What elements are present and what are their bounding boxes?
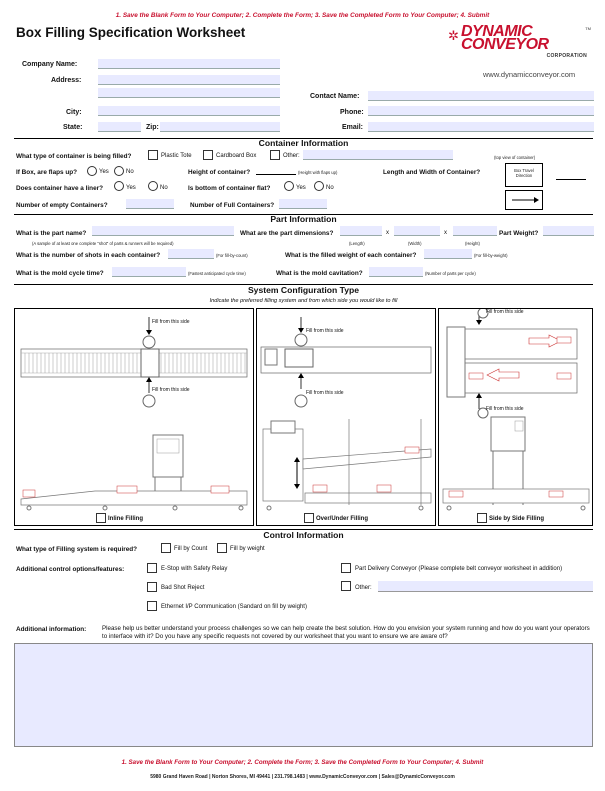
box-travel-label: Box Travel Direction xyxy=(514,168,534,178)
height-dim-note: (Height) xyxy=(465,241,480,246)
sbs-fill-side-top: Fill from this side xyxy=(486,309,524,315)
liner-yes-label: Yes xyxy=(126,185,136,191)
flat-yes-label: Yes xyxy=(296,185,306,191)
additional-info-textarea[interactable] xyxy=(14,643,593,747)
additional-info-text: Please help us better understand your process challenges so we can help create the best solution. How do you envision your system running and how do you want your operators to interface with it? Do you have any specific requests not covered by our worksheet that you want to ensure we are aware of? xyxy=(102,625,590,640)
city-field[interactable] xyxy=(98,106,280,116)
estop-checkbox[interactable] xyxy=(147,563,157,573)
company-logo xyxy=(448,23,593,60)
company-name-field[interactable] xyxy=(98,59,280,69)
filling-system-question: What type of Filling system is required? xyxy=(16,546,138,553)
inline-fill-side-bottom: Fill from this side xyxy=(152,387,190,393)
footer-address: 5980 Grand Haven Road | Norton Shores, MI 49441 | 231.798.1483 | www.DynamicConveyor.com | Sales@DynamicConveyor.com xyxy=(150,774,455,780)
empty-containers-field[interactable] xyxy=(126,199,174,209)
address-label: Address: xyxy=(51,77,82,84)
zip-field[interactable] xyxy=(160,122,280,132)
flaps-yes-label: Yes xyxy=(99,169,109,175)
container-type-question: What type of container is being filled? xyxy=(16,153,132,160)
inline-filling-panel xyxy=(14,308,254,526)
part-height-field[interactable] xyxy=(453,226,497,236)
bad-shot-label: Bad Shot Reject xyxy=(161,585,205,591)
email-field[interactable] xyxy=(368,122,594,132)
container-other-field[interactable] xyxy=(303,150,453,160)
filled-weight-question: What is the filled weight of each container? xyxy=(285,252,417,259)
cycle-time-note: (Fastest anticipated cycle time) xyxy=(188,271,246,276)
dims-x-2: x xyxy=(444,230,447,236)
logo-word-3: CORPORATION xyxy=(546,53,587,59)
travel-direction-diagram xyxy=(505,190,543,210)
side-by-side-filling-checkbox[interactable] xyxy=(477,513,487,523)
side-by-side-filling-panel xyxy=(438,308,593,526)
additional-info-label: Additional information: xyxy=(16,626,87,633)
control-other-label: Other: xyxy=(355,585,372,591)
star-logo-icon: ✲ xyxy=(448,28,459,43)
side-by-side-filling-label: Side by Side Filling xyxy=(489,516,545,522)
ethernet-checkbox[interactable] xyxy=(147,601,157,611)
bad-shot-checkbox[interactable] xyxy=(147,582,157,592)
width-note: (Width) xyxy=(408,241,422,246)
control-other-field[interactable] xyxy=(378,581,593,592)
liner-no-radio[interactable] xyxy=(148,181,158,191)
height-question: Height of container? xyxy=(188,169,251,176)
state-field[interactable] xyxy=(98,122,141,132)
height-field[interactable] xyxy=(256,166,296,175)
container-heading: Container Information xyxy=(258,138,349,148)
part-weight-question: Part Weight? xyxy=(499,230,539,237)
phone-field[interactable] xyxy=(368,106,594,116)
cavitation-question: What is the mold cavitation? xyxy=(276,270,363,277)
cycle-time-question: What is the mold cycle time? xyxy=(16,270,104,277)
top-view-note: (top view of container) xyxy=(494,155,536,160)
contact-name-label: Contact Name: xyxy=(310,93,360,100)
logo-word-1: DYNAMIC xyxy=(461,23,533,40)
flaps-no-radio[interactable] xyxy=(114,166,124,176)
sbs-fill-side-bottom: Fill from this side xyxy=(486,406,524,412)
fill-by-count-label: Fill by Count xyxy=(174,546,208,552)
page-title: Box Filling Specification Worksheet xyxy=(16,25,246,40)
logo-trademark: TM xyxy=(585,26,591,31)
ethernet-label: Ethernet I/P Communication (Sandard on fill by weight) xyxy=(161,604,307,610)
instructions-footer: 1. Save the Blank Form to Your Computer; 2. Complete the Form; 3. Save the Completed Form to Your Computer; 4. Submit xyxy=(121,759,484,766)
part-delivery-checkbox[interactable] xyxy=(341,563,351,573)
fill-by-count-checkbox[interactable] xyxy=(161,543,171,553)
control-options-question: Additional control options/features: xyxy=(16,566,125,573)
fill-by-weight-checkbox[interactable] xyxy=(217,543,227,553)
liner-question: Does container have a liner? xyxy=(16,185,104,192)
overunder-fill-side-top: Fill from this side xyxy=(306,328,344,334)
flaps-yes-radio[interactable] xyxy=(87,166,97,176)
estop-label: E-Stop with Safety Relay xyxy=(161,566,228,572)
instructions-header: 1. Save the Blank Form to Your Computer; 2. Complete the Form; 3. Save the Completed Form to Your Computer; 4. Submit xyxy=(115,12,490,19)
inline-filling-checkbox[interactable] xyxy=(96,513,106,523)
flaps-up-question: If Box, are flaps up? xyxy=(16,169,78,176)
filled-weight-field[interactable] xyxy=(424,249,472,259)
container-other-checkbox[interactable] xyxy=(270,150,280,160)
control-other-checkbox[interactable] xyxy=(341,581,351,591)
part-weight-field[interactable] xyxy=(543,226,594,236)
overunder-fill-side-bottom: Fill from this side xyxy=(306,390,344,396)
cardboard-box-checkbox[interactable] xyxy=(203,150,213,160)
city-label: City: xyxy=(66,109,82,116)
cycle-time-field[interactable] xyxy=(112,267,186,277)
part-length-field[interactable] xyxy=(340,226,382,236)
container-width-field[interactable] xyxy=(556,171,586,180)
inline-filling-label: Inline Filling xyxy=(108,516,143,522)
email-label: Email: xyxy=(342,124,364,131)
website-url: www.dynamicconveyor.com xyxy=(483,70,576,79)
zip-label: Zip: xyxy=(146,124,159,131)
fill-by-weight-label: Fill by weight xyxy=(230,546,265,552)
flat-no-radio[interactable] xyxy=(314,181,324,191)
part-width-field[interactable] xyxy=(394,226,440,236)
company-name-label: Company Name: xyxy=(22,61,78,68)
part-heading: Part Information xyxy=(270,214,337,224)
over-under-filling-label: Over/Under Filling xyxy=(316,516,369,522)
over-under-filling-checkbox[interactable] xyxy=(304,513,314,523)
logo-word-2: CONVEYOR xyxy=(461,36,549,53)
right-arrow-icon xyxy=(506,191,542,209)
liner-no-label: No xyxy=(160,185,168,191)
cardboard-box-label: Cardboard Box xyxy=(216,153,257,159)
side-by-side-conveyor-diagram xyxy=(439,309,592,525)
phone-label: Phone: xyxy=(340,109,364,116)
inline-conveyor-diagram xyxy=(15,309,253,525)
liner-yes-radio[interactable] xyxy=(114,181,124,191)
flat-yes-radio[interactable] xyxy=(284,181,294,191)
system-subheading: Indicate the preferred filling system and from which side you would like to fill xyxy=(209,298,398,304)
length-width-question: Length and Width of Container? xyxy=(383,169,481,176)
part-name-field[interactable] xyxy=(92,226,234,236)
part-delivery-label: Part Delivery Conveyor (Please complete belt conveyor worksheet in addition) xyxy=(355,566,563,572)
control-heading: Control Information xyxy=(263,530,344,540)
inline-fill-side-top: Fill from this side xyxy=(152,319,190,325)
over-under-conveyor-diagram xyxy=(257,309,435,525)
part-dims-question: What are the part dimensions? xyxy=(240,230,334,237)
height-note: (Height with flaps up) xyxy=(298,170,338,175)
flat-no-label: No xyxy=(326,185,334,191)
plastic-tote-checkbox[interactable] xyxy=(148,150,158,160)
shots-question: What is the number of shots in each container? xyxy=(16,252,161,259)
flaps-no-label: No xyxy=(126,169,134,175)
part-name-note: (A sample of at least one complete "shot" of parts & runners will be required) xyxy=(32,241,174,246)
shots-note: (For fill-by-count) xyxy=(216,253,248,258)
address-field-2[interactable] xyxy=(98,88,280,98)
cavitation-field[interactable] xyxy=(369,267,423,277)
cavitation-note: (Number of parts per cycle) xyxy=(425,271,476,276)
dims-x-1: x xyxy=(386,230,389,236)
length-note: (Length) xyxy=(349,241,365,246)
box-travel-diagram xyxy=(505,163,543,187)
system-heading: System Configuration Type xyxy=(247,285,360,295)
container-other-label: Other: xyxy=(283,153,300,159)
shots-field[interactable] xyxy=(168,249,214,259)
part-name-question: What is the part name? xyxy=(16,230,87,237)
full-containers-question: Number of Full Containers? xyxy=(190,202,275,209)
full-containers-field[interactable] xyxy=(279,199,327,209)
contact-name-field[interactable] xyxy=(368,91,594,101)
over-under-filling-panel xyxy=(256,308,436,526)
flat-bottom-question: Is bottom of container flat? xyxy=(188,185,271,192)
address-field-1[interactable] xyxy=(98,75,280,85)
filled-weight-note: (For fill-by-weight) xyxy=(474,253,508,258)
plastic-tote-label: Plastic Tote xyxy=(161,153,192,159)
state-label: State: xyxy=(63,124,83,131)
empty-containers-question: Number of empty Containers? xyxy=(16,202,108,209)
